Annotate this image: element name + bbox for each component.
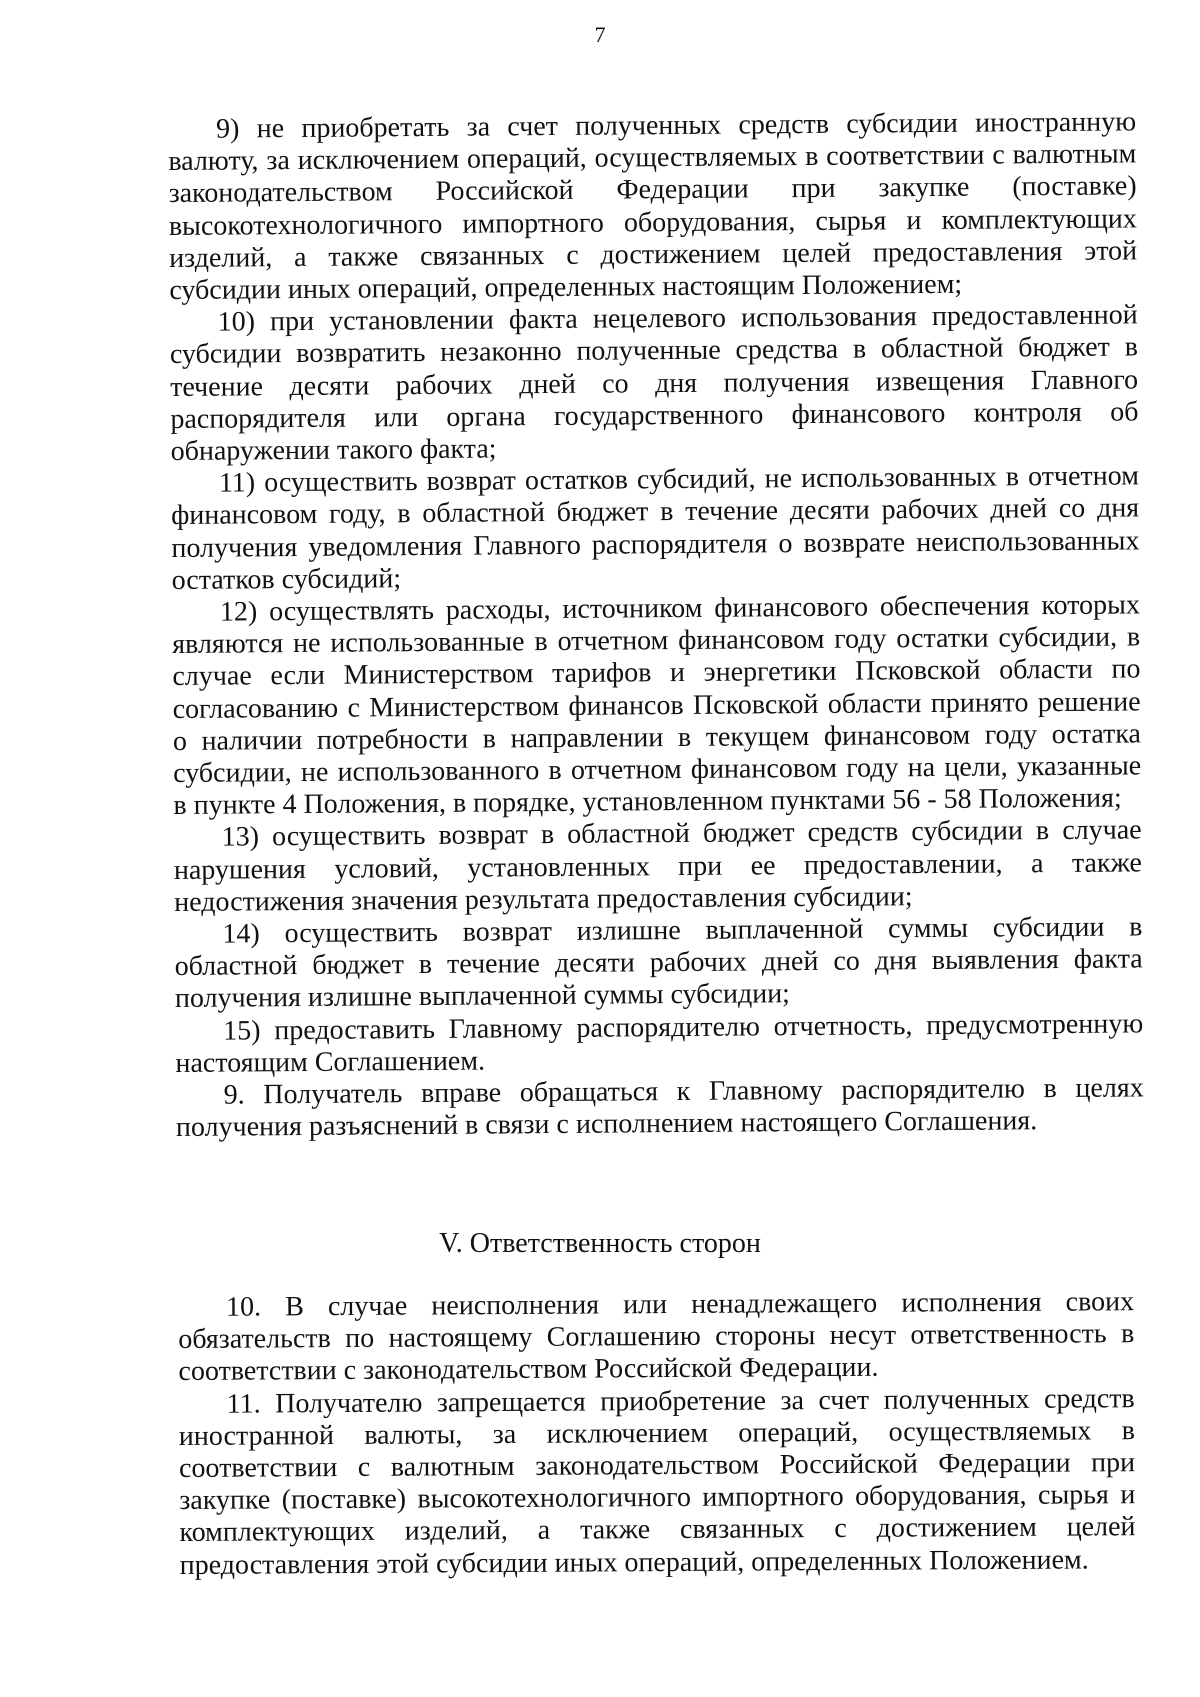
clause-9-item: 9) не приобретать за счет полученных средств субсидии иностранную валюту, за исключением операций, осуществляемых в соответствии с валютным законодательством Российской Федерации при закупке (поставке) высокотехнологичного импортного оборудования, сырья и комплектующих изделий, а также связанных с достижением целей предоставления этой субсидии иных операций, определенных настоящим Положением; <box>168 106 1138 307</box>
section-heading: V. Ответственность сторон <box>439 1228 761 1259</box>
clause-13-item: 13) осуществить возврат в областной бюджет средств субсидии в случае нарушения условий, установленных при ее предоставлении, а также недостижения значения результата предоставления субсидии; <box>173 814 1143 918</box>
paragraph-9: 9. Получатель вправе обращаться к Главному распорядителю в целях получения разъяснений в связи с исполнением настоящего Соглашения. <box>175 1072 1144 1144</box>
page-number: 7 <box>594 22 606 47</box>
paragraph-10: 10. В случае неисполнения или ненадлежащего исполнения своих обязательств по настоящему Соглашению стороны несут ответственность в соответствии с законодательством Российской Федерации. <box>178 1286 1135 1388</box>
responsibility-section <box>178 1286 1136 1582</box>
clause-15-item: 15) предоставить Главному распорядителю отчетность, предусмотренную настоящим Соглашением. <box>175 1008 1144 1079</box>
clause-10-item: 10) при установлении факта нецелевого использования предоставленной субсидии возвратить незаконно полученные средства в областной бюджет в течение десяти рабочих дней со дня получения извещения Главного распорядителя или органа государственного финансового контроля об обнаружении такого факта; <box>169 299 1139 468</box>
clause-11-item: 11) осуществить возврат остатков субсидий, не использованных в отчетном финансовом году, в областной бюджет в течение десяти рабочих дней со дня получения уведомления Главного распорядителя о возврате неиспользованных остатков субсидий; <box>171 460 1140 596</box>
clause-14-item: 14) осуществить возврат излишне выплаченной суммы субсидии в областной бюджет в течение десяти рабочих дней со дня выявления факта получения излишне выплаченной суммы субсидии; <box>174 911 1143 1015</box>
clause-12-item: 12) осуществлять расходы, источником финансового обеспечения которых являются не использованные в отчетном финансовом году остатки субсидии, в случае если Министерством тарифов и энергетики Псковской области по согласованию с Министерством финансов Псковской области принято решение о наличии потребности в направлении в текущем финансовом году остатка субсидии, не использованного в отчетном финансовом году на цели, указанные в пункте 4 Положения, в порядке, установленном пунктами 56 - 58 Положения; <box>172 589 1142 822</box>
obligations-list <box>168 106 1144 1144</box>
paragraph-11: 11. Получателю запрещается приобретение за счет полученных средств иностранной валюты, за исключением операций, осуществляемых в соответствии с валютным законодательством Российской Федерации при закупке (поставке) высокотехнологичного импортного оборудования, сырья и комплектующих изделий, а также связанных с достижением целей предоставления этой субсидии иных операций, определенных Положением. <box>178 1382 1136 1581</box>
